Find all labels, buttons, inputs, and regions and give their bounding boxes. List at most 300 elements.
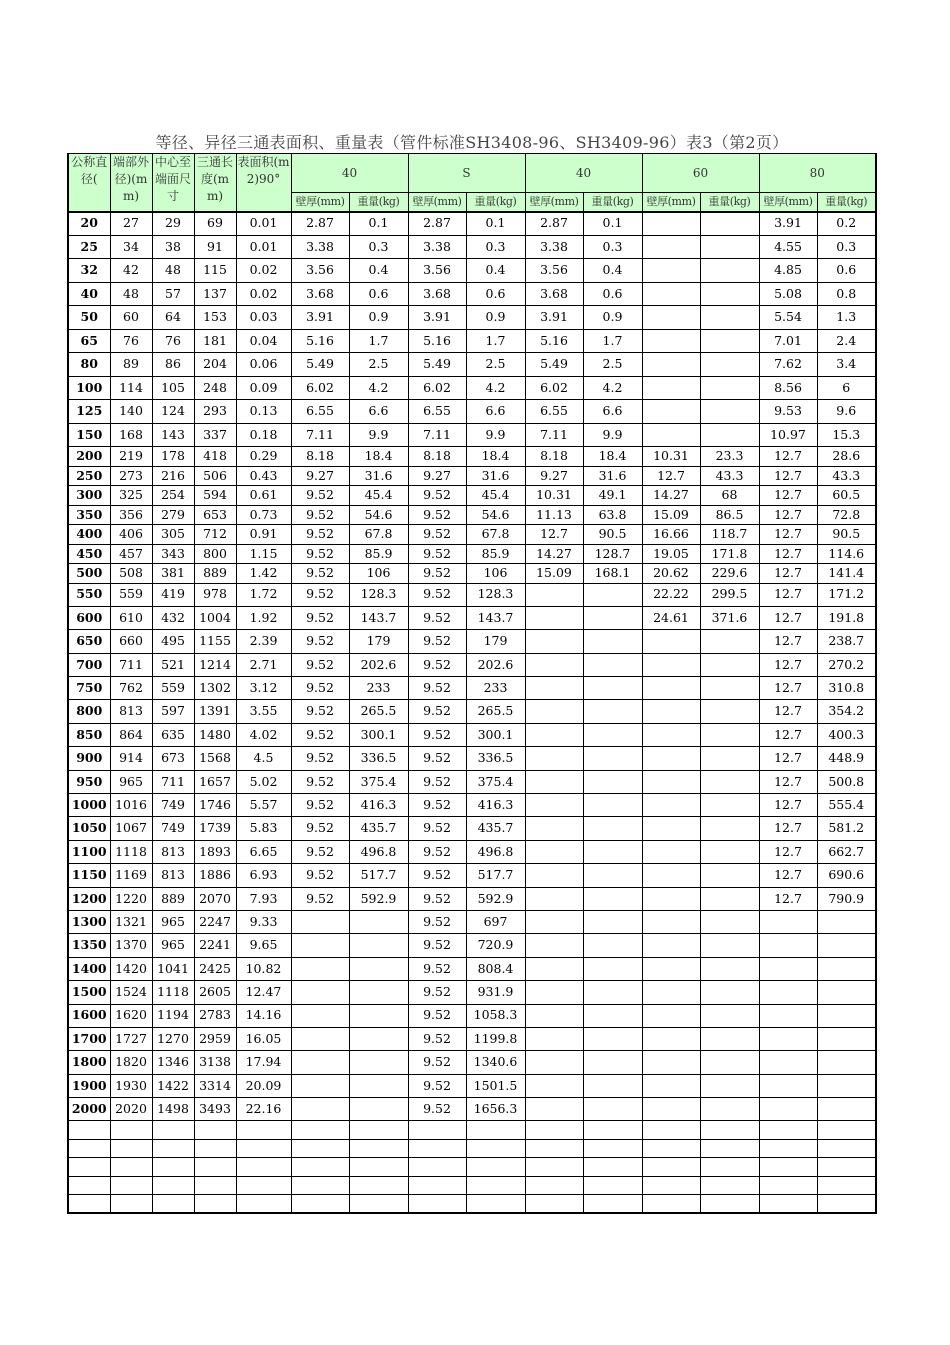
table-cell: 592.9 xyxy=(349,887,408,910)
table-cell: 1346 xyxy=(152,1051,194,1074)
table-cell: 1.7 xyxy=(583,329,642,353)
table-cell xyxy=(642,353,700,377)
table-cell: 889 xyxy=(194,564,236,584)
table-cell xyxy=(525,1074,583,1097)
table-cell: 2959 xyxy=(194,1027,236,1050)
table-cell: 0.6 xyxy=(583,282,642,306)
table-cell: 18.4 xyxy=(466,447,525,467)
table-cell: 1820 xyxy=(110,1051,152,1074)
table-cell: 1893 xyxy=(194,840,236,863)
table-cell xyxy=(152,1195,194,1214)
table-cell: 0.6 xyxy=(466,282,525,306)
table-cell: 12.7 xyxy=(759,630,817,653)
table-cell: 233 xyxy=(466,677,525,700)
table-cell: 9.52 xyxy=(408,564,466,584)
table-cell: 5.49 xyxy=(408,353,466,377)
table-cell xyxy=(291,1004,349,1027)
table-cell: 2.87 xyxy=(291,212,349,236)
table-cell: 115 xyxy=(194,259,236,283)
table-cell: 9.52 xyxy=(408,630,466,653)
table-cell: 9.52 xyxy=(408,583,466,606)
table-cell xyxy=(817,981,876,1004)
table-cell xyxy=(642,1004,700,1027)
table-cell: 9.52 xyxy=(291,864,349,887)
table-cell: 85.9 xyxy=(349,544,408,564)
table-cell xyxy=(642,864,700,887)
header-row xyxy=(68,154,876,193)
nominal-diameter-cell: 800 xyxy=(68,700,110,723)
table-cell: 16.05 xyxy=(236,1027,291,1050)
table-cell: 2.5 xyxy=(349,353,408,377)
table-cell xyxy=(152,1139,194,1158)
table-cell xyxy=(583,1158,642,1177)
table-row xyxy=(68,259,876,283)
table-row xyxy=(68,840,876,863)
table-cell xyxy=(700,1074,759,1097)
table-cell: 20.62 xyxy=(642,564,700,584)
table-cell xyxy=(642,306,700,330)
table-cell xyxy=(700,630,759,653)
table-cell xyxy=(152,1176,194,1195)
table-cell: 1058.3 xyxy=(466,1004,525,1027)
table-cell: 60.5 xyxy=(817,486,876,506)
table-cell: 2.5 xyxy=(466,353,525,377)
nominal-diameter-cell: 1500 xyxy=(68,981,110,1004)
table-cell xyxy=(291,910,349,933)
table-cell: 63.8 xyxy=(583,505,642,525)
table-cell xyxy=(194,1139,236,1158)
table-cell: 435.7 xyxy=(466,817,525,840)
table-cell: 9.52 xyxy=(408,544,466,564)
table-cell: 496.8 xyxy=(349,840,408,863)
nominal-diameter-cell: 25 xyxy=(68,235,110,259)
subheader-weight: 重量(kg) xyxy=(349,193,408,212)
table-cell: 0.04 xyxy=(236,329,291,353)
table-cell: 9.52 xyxy=(408,486,466,506)
table-cell: 336.5 xyxy=(466,747,525,770)
table-cell xyxy=(700,1176,759,1195)
table-cell xyxy=(349,1027,408,1050)
table-cell: 0.03 xyxy=(236,306,291,330)
table-cell: 12.7 xyxy=(759,606,817,629)
table-cell: 0.6 xyxy=(817,259,876,283)
table-cell: 0.29 xyxy=(236,447,291,467)
table-cell: 9.52 xyxy=(408,910,466,933)
table-cell: 3.38 xyxy=(525,235,583,259)
table-cell: 1420 xyxy=(110,957,152,980)
table-cell xyxy=(642,887,700,910)
table-cell: 1657 xyxy=(194,770,236,793)
table-cell: 3.4 xyxy=(817,353,876,377)
table-cell: 9.52 xyxy=(408,770,466,793)
table-cell xyxy=(525,653,583,676)
table-cell: 9.52 xyxy=(408,700,466,723)
table-cell xyxy=(642,840,700,863)
table-cell xyxy=(759,1158,817,1177)
table-cell: 9.52 xyxy=(408,1051,466,1074)
table-cell xyxy=(349,1098,408,1121)
table-cell: 0.9 xyxy=(466,306,525,330)
subheader-weight: 重量(kg) xyxy=(466,193,525,212)
table-cell: 12.47 xyxy=(236,981,291,1004)
table-cell: 17.94 xyxy=(236,1051,291,1074)
table-cell xyxy=(817,1121,876,1140)
table-cell: 54.6 xyxy=(349,505,408,525)
table-cell xyxy=(642,1121,700,1140)
table-cell: 0.1 xyxy=(583,212,642,236)
table-cell: 6.02 xyxy=(291,376,349,400)
table-cell xyxy=(759,1121,817,1140)
table-cell: 9.52 xyxy=(408,981,466,1004)
table-cell: 0.9 xyxy=(349,306,408,330)
table-cell: 16.66 xyxy=(642,525,700,545)
table-cell xyxy=(525,1158,583,1177)
table-cell xyxy=(642,794,700,817)
table-cell: 179 xyxy=(349,630,408,653)
table-row xyxy=(68,794,876,817)
table-cell: 1480 xyxy=(194,723,236,746)
table-cell xyxy=(110,1176,152,1195)
table-cell: 9.52 xyxy=(408,505,466,525)
table-cell: 1391 xyxy=(194,700,236,723)
table-cell: 90.5 xyxy=(817,525,876,545)
table-cell: 6.02 xyxy=(408,376,466,400)
table-cell: 1340.6 xyxy=(466,1051,525,1074)
table-cell xyxy=(236,1139,291,1158)
table-cell xyxy=(583,1027,642,1050)
table-cell xyxy=(642,376,700,400)
table-cell: 5.16 xyxy=(291,329,349,353)
table-cell: 9.52 xyxy=(408,887,466,910)
table-cell: 0.06 xyxy=(236,353,291,377)
table-cell: 1.42 xyxy=(236,564,291,584)
table-cell: 6.6 xyxy=(583,400,642,424)
table-cell xyxy=(349,1074,408,1097)
table-cell xyxy=(291,1051,349,1074)
table-cell xyxy=(817,957,876,980)
table-cell xyxy=(236,1176,291,1195)
table-cell: 38 xyxy=(152,235,194,259)
table-cell xyxy=(700,770,759,793)
table-cell xyxy=(700,1139,759,1158)
table-cell: 12.7 xyxy=(759,723,817,746)
nominal-diameter-cell: 400 xyxy=(68,525,110,545)
table-row xyxy=(68,934,876,957)
table-cell: 143 xyxy=(152,423,194,447)
table-cell: 12.7 xyxy=(759,864,817,887)
table-cell xyxy=(349,1195,408,1214)
table-cell: 293 xyxy=(194,400,236,424)
table-row xyxy=(68,466,876,486)
table-cell: 68 xyxy=(700,486,759,506)
table-cell: 3.38 xyxy=(408,235,466,259)
table-cell: 495 xyxy=(152,630,194,653)
table-cell: 43.3 xyxy=(817,466,876,486)
table-cell: 336.5 xyxy=(349,747,408,770)
table-cell: 137 xyxy=(194,282,236,306)
table-cell xyxy=(700,794,759,817)
table-cell xyxy=(583,1098,642,1121)
table-cell xyxy=(700,1051,759,1074)
nominal-diameter-cell: 600 xyxy=(68,606,110,629)
table-cell xyxy=(525,957,583,980)
table-cell: 6.65 xyxy=(236,840,291,863)
nominal-diameter-cell: 1050 xyxy=(68,817,110,840)
table-cell: 24.61 xyxy=(642,606,700,629)
subheader-weight: 重量(kg) xyxy=(817,193,876,212)
table-cell: 2070 xyxy=(194,887,236,910)
table-cell: 1194 xyxy=(152,1004,194,1027)
table-cell: 178 xyxy=(152,447,194,467)
table-cell xyxy=(525,887,583,910)
table-cell xyxy=(525,1195,583,1214)
table-cell xyxy=(525,723,583,746)
table-cell: 1568 xyxy=(194,747,236,770)
table-cell: 1370 xyxy=(110,934,152,957)
table-cell xyxy=(408,1195,466,1214)
nominal-diameter-cell: 2000 xyxy=(68,1098,110,1121)
table-cell: 5.16 xyxy=(408,329,466,353)
table-cell xyxy=(700,910,759,933)
table-cell: 2605 xyxy=(194,981,236,1004)
table-cell xyxy=(700,934,759,957)
table-cell: 3.68 xyxy=(408,282,466,306)
table-cell xyxy=(466,1176,525,1195)
table-cell: 418 xyxy=(194,447,236,467)
table-cell: 6.6 xyxy=(349,400,408,424)
table-cell xyxy=(583,630,642,653)
table-cell: 12.7 xyxy=(759,817,817,840)
table-row xyxy=(68,1004,876,1027)
table-cell: 1220 xyxy=(110,887,152,910)
table-cell: 8.56 xyxy=(759,376,817,400)
table-cell xyxy=(525,606,583,629)
table-cell: 9.27 xyxy=(525,466,583,486)
table-cell xyxy=(700,747,759,770)
table-cell: 0.3 xyxy=(466,235,525,259)
table-cell xyxy=(700,235,759,259)
table-cell xyxy=(583,770,642,793)
table-cell: 762 xyxy=(110,677,152,700)
table-row xyxy=(68,1158,876,1177)
table-row xyxy=(68,910,876,933)
nominal-diameter-cell xyxy=(68,1121,110,1140)
table-cell: 790.9 xyxy=(817,887,876,910)
table-cell: 1886 xyxy=(194,864,236,887)
table-cell: 9.52 xyxy=(291,747,349,770)
table-cell: 9.52 xyxy=(408,747,466,770)
table-cell: 143.7 xyxy=(349,606,408,629)
table-cell: 9.52 xyxy=(291,700,349,723)
table-cell: 12.7 xyxy=(759,583,817,606)
table-cell xyxy=(466,1139,525,1158)
table-cell xyxy=(642,747,700,770)
table-cell: 457 xyxy=(110,544,152,564)
table-cell: 1422 xyxy=(152,1074,194,1097)
nominal-diameter-cell: 650 xyxy=(68,630,110,653)
table-cell: 85.9 xyxy=(466,544,525,564)
table-cell: 9.52 xyxy=(291,630,349,653)
table-cell xyxy=(525,981,583,1004)
table-cell xyxy=(583,887,642,910)
table-cell: 124 xyxy=(152,400,194,424)
table-cell: 3.68 xyxy=(291,282,349,306)
table-cell: 7.11 xyxy=(408,423,466,447)
table-cell xyxy=(700,212,759,236)
table-cell xyxy=(642,1051,700,1074)
table-cell: 0.3 xyxy=(349,235,408,259)
nominal-diameter-cell xyxy=(68,1195,110,1214)
table-cell: 5.83 xyxy=(236,817,291,840)
table-row xyxy=(68,235,876,259)
table-cell: 106 xyxy=(349,564,408,584)
table-cell xyxy=(236,1195,291,1214)
table-cell: 9.52 xyxy=(408,1074,466,1097)
table-cell: 10.97 xyxy=(759,423,817,447)
header-schedule: 60 xyxy=(642,154,759,193)
table-cell xyxy=(408,1176,466,1195)
table-cell: 8.18 xyxy=(408,447,466,467)
table-cell xyxy=(700,1098,759,1121)
table-cell: 2.39 xyxy=(236,630,291,653)
table-row xyxy=(68,282,876,306)
table-cell: 2783 xyxy=(194,1004,236,1027)
table-cell: 9.52 xyxy=(291,505,349,525)
table-cell: 12.7 xyxy=(759,564,817,584)
table-cell: 343 xyxy=(152,544,194,564)
table-cell xyxy=(642,723,700,746)
table-cell xyxy=(525,1051,583,1074)
table-cell: 12.7 xyxy=(759,505,817,525)
table-cell xyxy=(583,1051,642,1074)
table-cell: 153 xyxy=(194,306,236,330)
table-cell: 1930 xyxy=(110,1074,152,1097)
table-cell xyxy=(408,1158,466,1177)
nominal-diameter-cell: 50 xyxy=(68,306,110,330)
table-cell: 10.31 xyxy=(525,486,583,506)
header-center-to-end: 中心至端面尺寸 xyxy=(152,154,194,212)
table-cell: 12.7 xyxy=(759,840,817,863)
table-cell xyxy=(466,1121,525,1140)
table-cell: 2.5 xyxy=(583,353,642,377)
header-tee-length: 三通长度(mm) xyxy=(194,154,236,212)
subheader-wall: 壁厚(mm) xyxy=(525,193,583,212)
table-cell: 9.27 xyxy=(408,466,466,486)
table-cell: 15.3 xyxy=(817,423,876,447)
table-cell: 45.4 xyxy=(466,486,525,506)
table-cell: 6.55 xyxy=(525,400,583,424)
table-cell: 0.6 xyxy=(349,282,408,306)
table-cell xyxy=(642,259,700,283)
table-cell: 1199.8 xyxy=(466,1027,525,1050)
table-cell: 118.7 xyxy=(700,525,759,545)
table-row xyxy=(68,606,876,629)
table-cell: 337 xyxy=(194,423,236,447)
table-cell: 0.2 xyxy=(817,212,876,236)
table-cell xyxy=(642,282,700,306)
table-cell: 305 xyxy=(152,525,194,545)
table-cell xyxy=(642,423,700,447)
table-cell: 1302 xyxy=(194,677,236,700)
table-cell: 720.9 xyxy=(466,934,525,957)
subheader-weight: 重量(kg) xyxy=(583,193,642,212)
table-cell: 0.02 xyxy=(236,282,291,306)
table-cell: 265.5 xyxy=(349,700,408,723)
table-cell xyxy=(525,817,583,840)
table-cell: 90.5 xyxy=(583,525,642,545)
table-cell: 931.9 xyxy=(466,981,525,1004)
table-row xyxy=(68,677,876,700)
table-cell xyxy=(642,957,700,980)
table-cell: 813 xyxy=(152,840,194,863)
nominal-diameter-cell: 1000 xyxy=(68,794,110,817)
table-cell xyxy=(408,1139,466,1158)
table-cell: 265.5 xyxy=(466,700,525,723)
table-row xyxy=(68,525,876,545)
table-cell: 0.4 xyxy=(349,259,408,283)
table-cell xyxy=(291,934,349,957)
table-cell: 4.55 xyxy=(759,235,817,259)
table-cell: 0.91 xyxy=(236,525,291,545)
table-row xyxy=(68,1074,876,1097)
table-cell: 3.91 xyxy=(525,306,583,330)
table-cell: 6.55 xyxy=(291,400,349,424)
table-cell: 3.56 xyxy=(291,259,349,283)
table-cell: 712 xyxy=(194,525,236,545)
nominal-diameter-cell: 500 xyxy=(68,564,110,584)
table-cell xyxy=(291,1027,349,1050)
table-cell: 12.7 xyxy=(759,486,817,506)
table-cell xyxy=(642,1027,700,1050)
table-cell: 9.6 xyxy=(817,400,876,424)
table-cell xyxy=(583,910,642,933)
table-cell: 202.6 xyxy=(466,653,525,676)
table-cell xyxy=(700,1158,759,1177)
table-cell xyxy=(525,677,583,700)
table-cell: 67.8 xyxy=(349,525,408,545)
nominal-diameter-cell: 1800 xyxy=(68,1051,110,1074)
table-row xyxy=(68,700,876,723)
table-cell: 3.56 xyxy=(408,259,466,283)
table-cell: 2247 xyxy=(194,910,236,933)
table-cell: 1746 xyxy=(194,794,236,817)
table-cell xyxy=(349,1139,408,1158)
table-cell xyxy=(759,1074,817,1097)
table-cell: 3.56 xyxy=(525,259,583,283)
table-cell: 128.7 xyxy=(583,544,642,564)
nominal-diameter-cell: 1900 xyxy=(68,1074,110,1097)
nominal-diameter-cell: 1700 xyxy=(68,1027,110,1050)
table-cell: 86.5 xyxy=(700,505,759,525)
table-row xyxy=(68,212,876,236)
table-cell xyxy=(349,1004,408,1027)
table-cell: 406 xyxy=(110,525,152,545)
table-cell xyxy=(525,1176,583,1195)
table-row xyxy=(68,630,876,653)
subheader-wall: 壁厚(mm) xyxy=(759,193,817,212)
table-cell xyxy=(642,934,700,957)
table-row xyxy=(68,1098,876,1121)
table-cell: 191.8 xyxy=(817,606,876,629)
table-cell: 9.52 xyxy=(408,840,466,863)
table-cell: 1016 xyxy=(110,794,152,817)
table-cell xyxy=(236,1158,291,1177)
table-cell: 9.33 xyxy=(236,910,291,933)
table-cell: 1524 xyxy=(110,981,152,1004)
table-cell xyxy=(759,1027,817,1050)
table-cell xyxy=(642,981,700,1004)
table-cell: 0.9 xyxy=(583,306,642,330)
